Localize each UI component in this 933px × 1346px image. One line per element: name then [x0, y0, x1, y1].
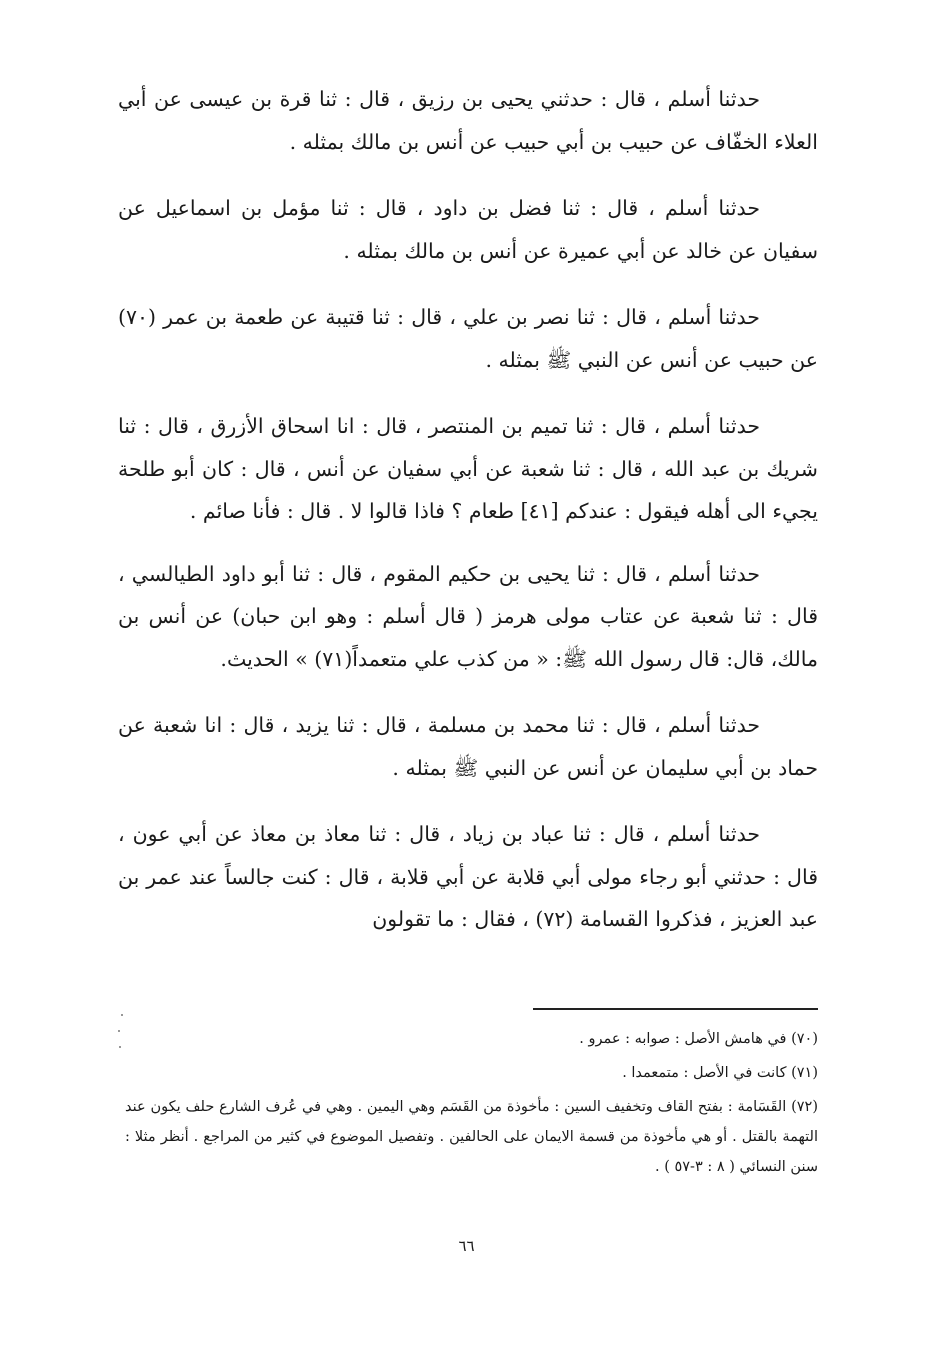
main-text-block: [118, 78, 818, 941]
hadith-paragraph: حدثنا أسلم ، قال : ثنا تميم بن المنتصر ، قال : انا اسحاق الأزرق ، قال : ثنا شريك بن عبد الله ، قال : ثنا شعبة عن أبي سفيان عن أنس ، قال : كان أبو طلحة يجيء الى أهله فيقول : عندكم [٤١] طعام ؟ فاذا قالوا لا . قال : فأنا صائم .: [118, 414, 818, 523]
hadith-paragraph: حدثنا أسلم ، قال : ثنا نصر بن علي ، قال : ثنا قتيبة عن طعمة بن عمر (٧٠) عن حبيب عن أنس عن النبي ﷺ بمثله .: [118, 305, 818, 372]
footnote: (٧٢) القَسَامة : بفتح القاف وتخفيف السين : مأخوذة من القَسَم وهي اليمين . وهي في عُرف الشارع حلف يكون عند التهمة بالقتل . أو هي مأخوذة من قسمة الايمان على الحالفين . وتفصيل الموضوع في كثير من المراجع . أنظر مثلا : سنن النسائي ( ٨ : ٣-٥٧ ) .: [125, 1099, 818, 1175]
scan-speck: [121, 1014, 123, 1016]
hadith-paragraph: حدثنا أسلم ، قال : حدثني يحيى بن رزيق ، قال : ثنا قرة بن عيسى عن أبي العلاء الخفّاف عن حبيب بن أبي حبيب عن أنس بن مالك بمثله .: [118, 87, 818, 154]
hadith-paragraph: حدثنا أسلم ، قال : ثنا يحيى بن حكيم المقوم ، قال : ثنا أبو داود الطيالسي ، قال : ثنا شعبة عن عتاب مولى هرمز ( قال أسلم : وهو ابن حبان) عن أنس بن مالك، قال: قال رسول الله ﷺ: « من كذب علي متعمداً(٧١) » الحديث.: [118, 561, 818, 671]
footnotes-block: [125, 1024, 818, 1186]
footnote-divider: [533, 1008, 818, 1010]
footnote: (٧١) كانت في الأصل : متمعمدا .: [622, 1065, 818, 1081]
hadith-paragraph: حدثنا أسلم ، قال : ثنا محمد بن مسلمة ، قال : ثنا يزيد ، قال : انا شعبة عن حماد بن أبي سليمان عن أنس عن النبي ﷺ بمثله .: [118, 713, 818, 780]
scan-speck: [118, 1030, 120, 1032]
hadith-paragraph: حدثنا أسلم ، قال : ثنا عباد بن زياد ، قال : ثنا معاذ بن معاذ عن أبي عون ، قال : حدثني أبو رجاء مولى أبي قلابة عن أبي قلابة ، قال : كنت جالساً عند عمر بن عبد العزيز ، فذكروا القسامة (٧٢) ، فقال : ما تقولون: [118, 822, 818, 931]
scan-speck: [119, 1046, 121, 1048]
page-number: ٦٦: [458, 1237, 475, 1255]
hadith-paragraph: حدثنا أسلم ، قال : ثنا فضل بن داود ، قال : ثنا مؤمل بن اسماعيل عن سفيان عن خالد عن أبي عميرة عن أنس بن مالك بمثله .: [118, 196, 818, 263]
footnote: (٧٠) في هامش الأصل : صوابه : عمرو .: [579, 1031, 818, 1047]
